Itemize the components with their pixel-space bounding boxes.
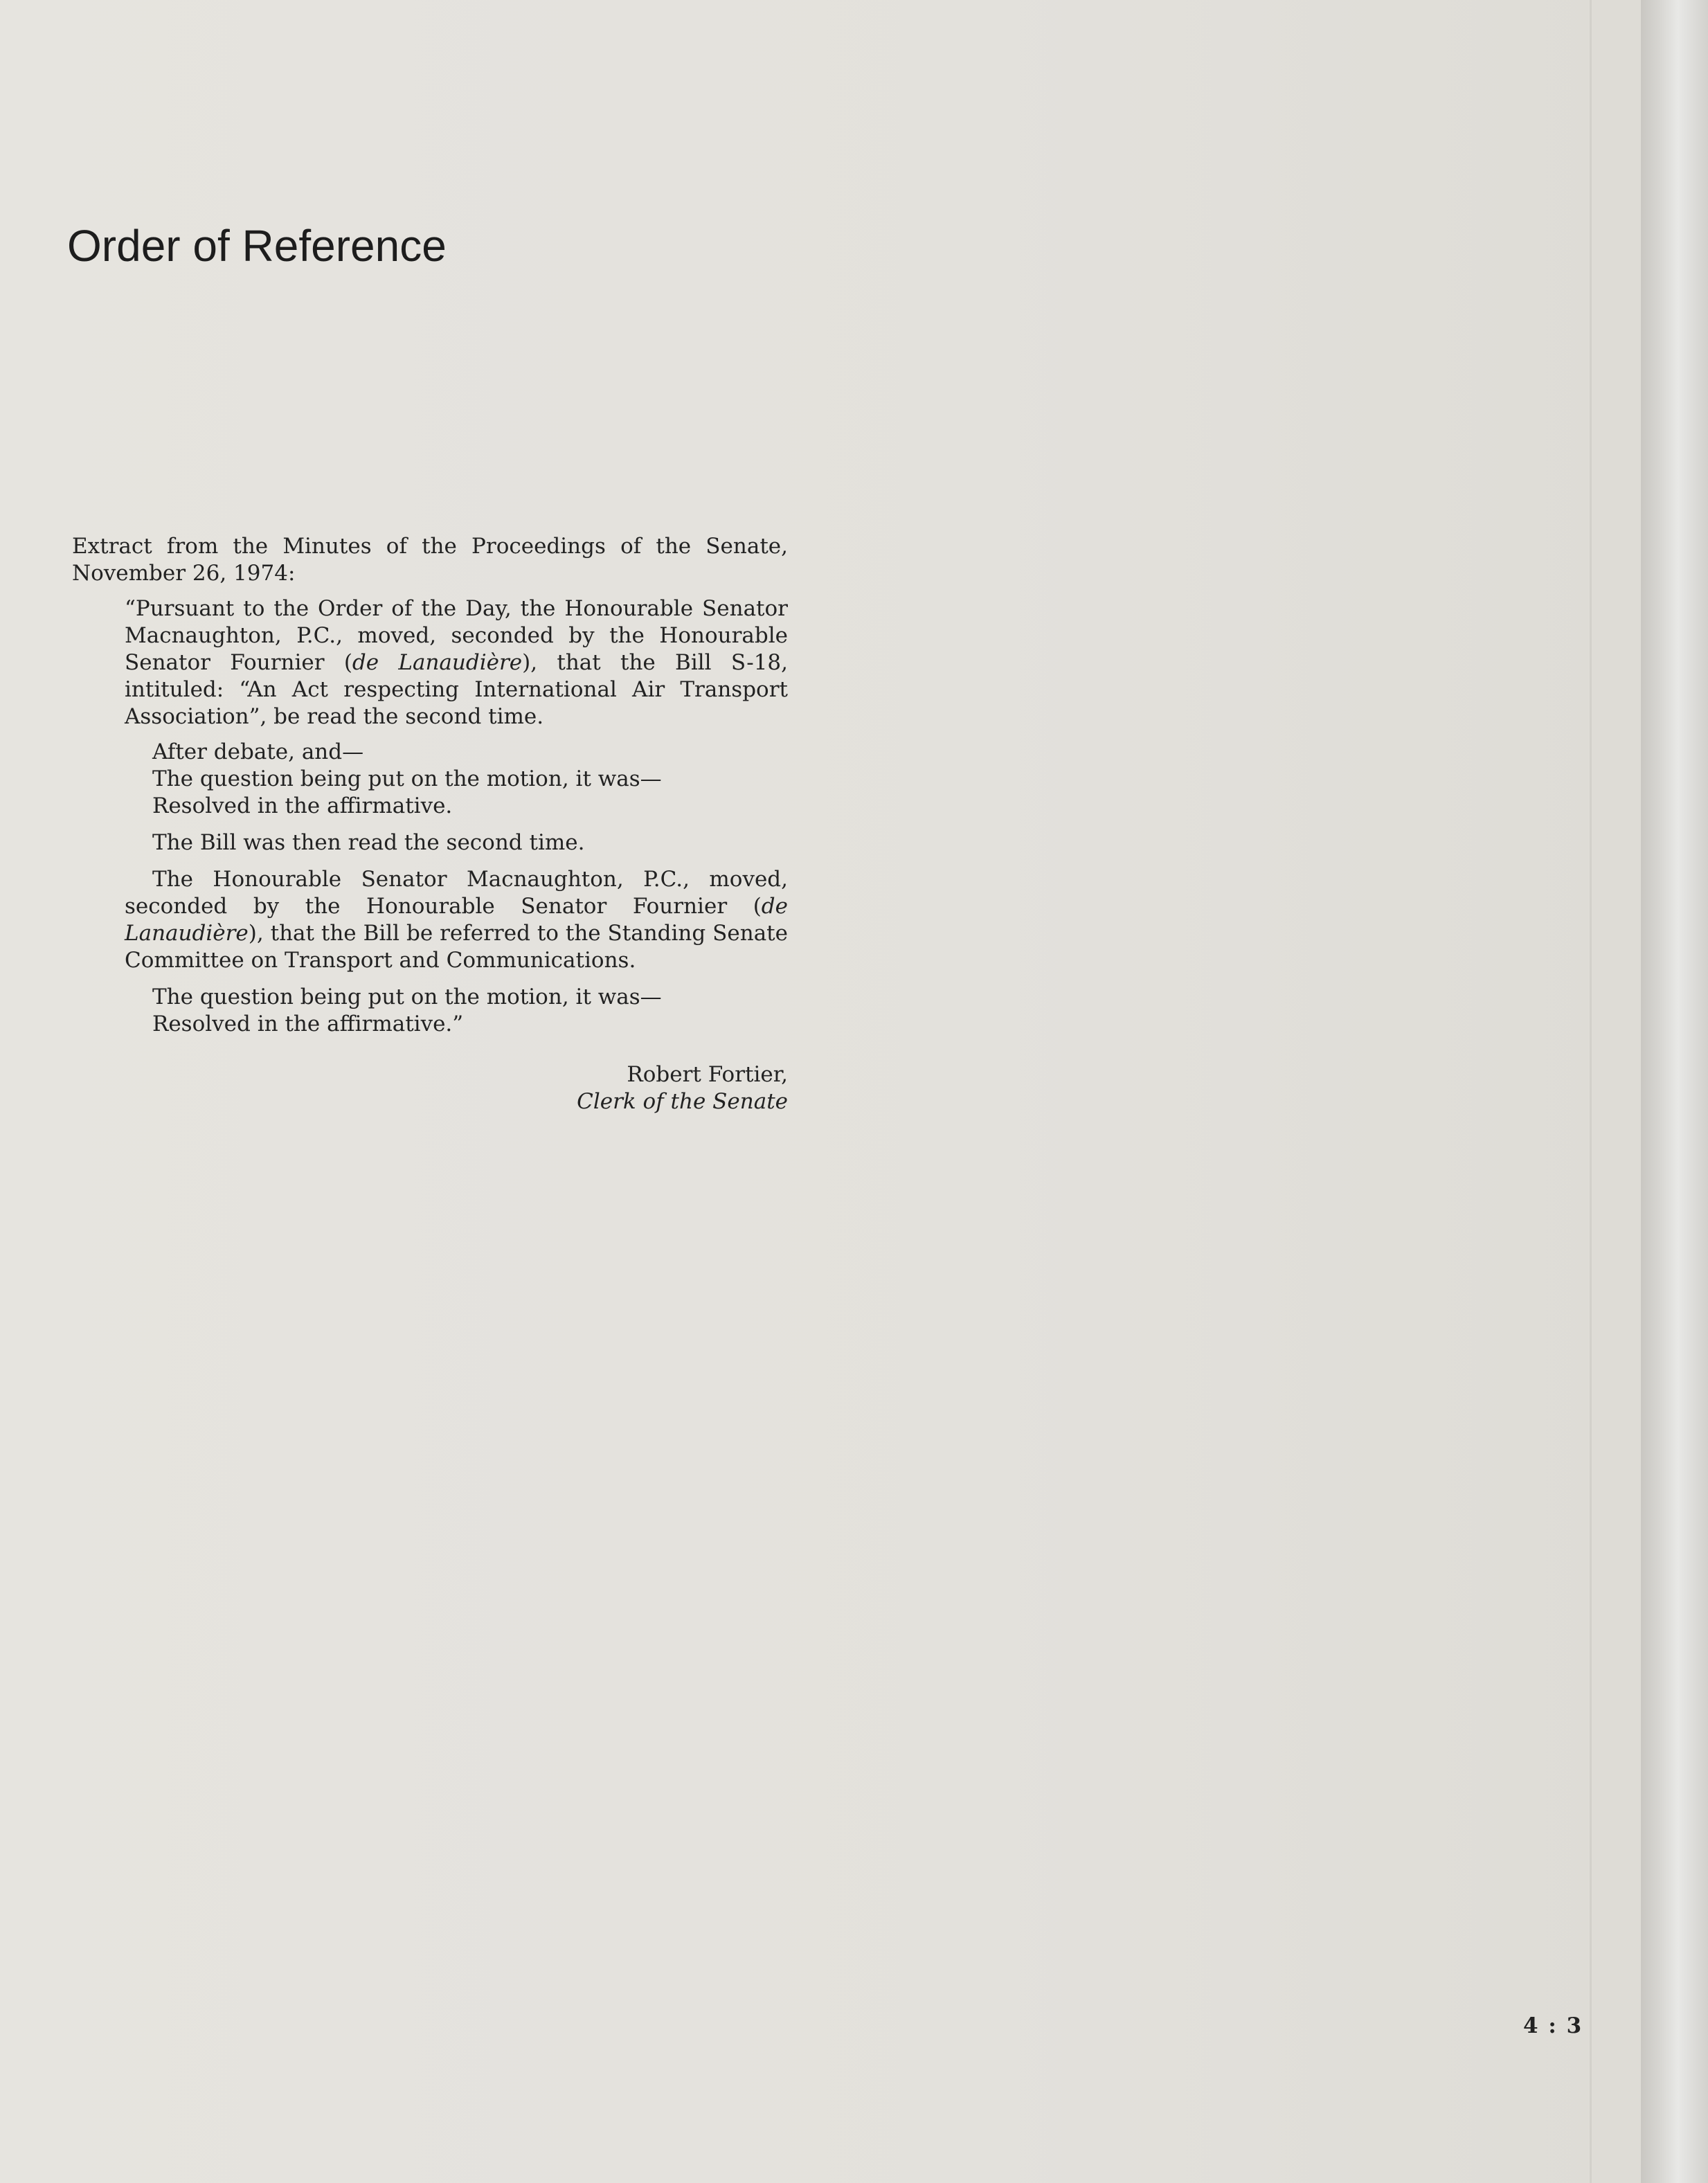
page-edge	[1641, 0, 1708, 2183]
referral-motion-paragraph	[72, 866, 788, 974]
referral-motion-text-b: ), that the Bill be referred to the Standing Senate Committee on Transport and Communications.	[125, 921, 788, 973]
second-reading-paragraph: The Bill was then read the second time.	[152, 830, 585, 855]
debate-line: After debate, and—	[152, 739, 364, 764]
final-question-block	[72, 984, 788, 1038]
page-fold-line	[1590, 0, 1592, 2183]
first-motion-text-b: ), that the Bill S-18, intituled: “An Act respecting International Air Transport Association”, be read the second time.	[125, 650, 788, 729]
page-number: 4 : 3	[1523, 2013, 1583, 2038]
first-motion-paragraph	[72, 595, 788, 730]
signature-name: Robert Fortier,	[627, 1062, 788, 1087]
first-motion-italic: de Lanaudière	[352, 650, 523, 675]
order-of-reference-text	[72, 533, 788, 1115]
signature-title: Clerk of the Senate	[577, 1089, 788, 1114]
final-question-line: The question being put on the motion, it was—	[152, 985, 662, 1009]
referral-motion-italic: de Lanaudière	[125, 894, 788, 946]
final-resolved-line: Resolved in the affirmative.”	[152, 1012, 464, 1036]
resolved-line: Resolved in the affirmative.	[152, 793, 453, 818]
question-line: The question being put on the motion, it was—	[152, 766, 662, 791]
intro-paragraph: Extract from the Minutes of the Proceedings of the Senate, November 26, 1974:	[72, 534, 788, 586]
referral-motion-text-a: The Honourable Senator Macnaughton, P.C., moved, seconded by the Honourable Senator Fournier (	[125, 867, 788, 919]
debate-block	[72, 739, 788, 820]
page-title: Order of Reference	[67, 221, 447, 271]
first-motion-text-a: “Pursuant to the Order of the Day, the Honourable Senator Macnaughton, P.C., moved, seconded by the Honourable Senator Fournier (	[125, 596, 788, 675]
